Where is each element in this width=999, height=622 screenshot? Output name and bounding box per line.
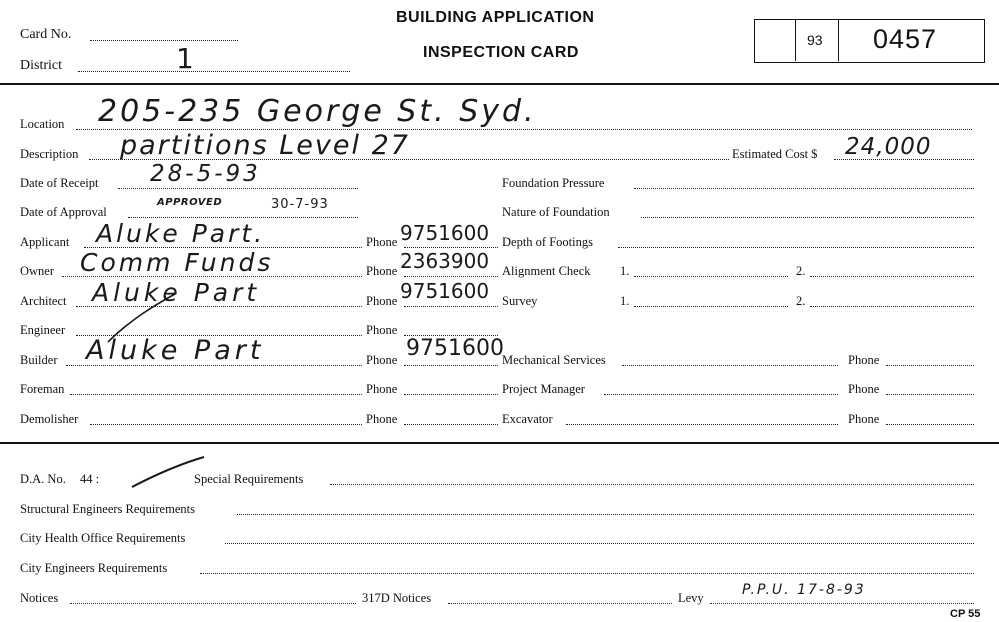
builder-phone-value: 9751600: [406, 336, 504, 361]
date-of-receipt-label: Date of Receipt: [20, 176, 99, 190]
project-manager-field: [604, 394, 838, 395]
survey-opt2-label: 2.: [796, 294, 806, 308]
owner-value: Comm Funds: [80, 248, 274, 277]
levy-value: P.P.U. 17-8-93: [742, 582, 866, 598]
district-field: [78, 71, 350, 72]
number-box-divider-a: [795, 20, 796, 61]
form-title-line1: BUILDING APPLICATION: [396, 9, 595, 26]
excavator-phone-label: Phone: [848, 412, 880, 426]
excavator-field: [566, 424, 838, 425]
location-value: 205-235 George St. Syd.: [98, 94, 537, 129]
date-of-receipt-value: 28-5-93: [150, 161, 261, 187]
alignment-check-field-2: [810, 276, 974, 277]
date-of-receipt-field: [118, 188, 358, 189]
survey-field-1: [634, 306, 788, 307]
alignment-check-opt2-label: 2.: [796, 264, 806, 278]
applicant-label: Applicant: [20, 235, 70, 249]
location-label: Location: [20, 117, 65, 131]
depth-of-footings-label: Depth of Footings: [502, 235, 593, 249]
mechanical-phone-label: Phone: [848, 353, 880, 367]
header-rule: [0, 83, 999, 85]
approval-stamp: APPROVED: [157, 197, 223, 208]
city-engineers-field: [200, 573, 974, 574]
card-no-label: Card No.: [20, 27, 72, 42]
notices-label: Notices: [20, 591, 59, 605]
card-year: 93: [807, 32, 823, 48]
engineer-label: Engineer: [20, 323, 66, 337]
excavator-label: Excavator: [502, 412, 553, 426]
form-code: CP 55: [950, 608, 981, 620]
da-no-value: 44 :: [80, 472, 100, 486]
applicant-phone-value: 9751600: [400, 221, 490, 245]
description-value: partitions Level 27: [120, 130, 410, 161]
section-rule: [0, 442, 999, 444]
card-no-field: [90, 40, 238, 41]
architect-phone-value: 9751600: [400, 279, 490, 303]
estimated-cost-value: 24,000: [845, 134, 932, 160]
special-requirements-field: [330, 484, 974, 485]
applicant-phone-field: [404, 247, 498, 248]
builder-label: Builder: [20, 353, 58, 367]
architect-label: Architect: [20, 294, 67, 308]
survey-label: Survey: [502, 294, 538, 308]
city-health-field: [225, 543, 974, 544]
alignment-check-label: Alignment Check: [502, 264, 591, 278]
demolisher-phone-field: [404, 424, 498, 425]
levy-label: Levy: [678, 591, 704, 605]
builder-value: Aluke Part: [86, 335, 265, 366]
architect-phone-label: Phone: [366, 294, 398, 308]
date-of-approval-label: Date of Approval: [20, 205, 107, 219]
project-manager-label: Project Manager: [502, 382, 585, 396]
structural-engineers-field: [237, 514, 974, 515]
project-manager-phone-label: Phone: [848, 382, 880, 396]
builder-phone-label: Phone: [366, 353, 398, 367]
builder-phone-field: [404, 365, 498, 366]
city-health-label: City Health Office Requirements: [20, 531, 186, 545]
foundation-pressure-field: [634, 188, 974, 189]
engineer-phone-label: Phone: [366, 323, 398, 337]
card-number: 0457: [873, 24, 938, 54]
special-requirements-label: Special Requirements: [194, 472, 304, 486]
owner-label: Owner: [20, 264, 55, 278]
notices-317d-label: 317D Notices: [362, 591, 432, 605]
applicant-value: Aluke Part.: [96, 219, 266, 248]
demolisher-label: Demolisher: [20, 412, 79, 426]
mechanical-services-label: Mechanical Services: [502, 353, 606, 367]
da-no-label: D.A. No.: [20, 472, 66, 486]
mechanical-services-field: [622, 365, 838, 366]
card-number-box: [754, 19, 985, 63]
architect-value: Aluke Part: [92, 278, 261, 307]
date-of-approval-field: [128, 217, 358, 218]
alignment-check-field-1: [634, 276, 788, 277]
city-engineers-label: City Engineers Requirements: [20, 561, 168, 575]
notices-field: [70, 603, 356, 604]
owner-phone-field: [404, 276, 498, 277]
foreman-field: [70, 394, 362, 395]
architect-phone-field: [404, 306, 498, 307]
alignment-check-opt1-label: 1.: [620, 264, 630, 278]
notices-317d-field: [448, 603, 672, 604]
description-label: Description: [20, 147, 79, 161]
estimated-cost-label: Estimated Cost $: [732, 147, 818, 161]
date-of-approval-value: 30-7-93: [271, 197, 329, 212]
foundation-pressure-label: Foundation Pressure: [502, 176, 605, 190]
district-value: 1: [176, 42, 194, 75]
foreman-phone-field: [404, 394, 498, 395]
demolisher-phone-label: Phone: [366, 412, 398, 426]
owner-phone-label: Phone: [366, 264, 398, 278]
applicant-phone-label: Phone: [366, 235, 398, 249]
survey-field-2: [810, 306, 974, 307]
owner-phone-value: 2363900: [400, 249, 490, 273]
demolisher-field: [90, 424, 362, 425]
foreman-label: Foreman: [20, 382, 65, 396]
mechanical-phone-field: [886, 365, 974, 366]
project-manager-phone-field: [886, 394, 974, 395]
depth-of-footings-field: [618, 247, 974, 248]
excavator-phone-field: [886, 424, 974, 425]
survey-opt1-label: 1.: [620, 294, 630, 308]
foreman-phone-label: Phone: [366, 382, 398, 396]
levy-field: [710, 603, 974, 604]
number-box-divider-b: [838, 20, 839, 61]
nature-of-foundation-label: Nature of Foundation: [502, 205, 610, 219]
structural-engineers-label: Structural Engineers Requirements: [20, 502, 195, 516]
form-title-line2: INSPECTION CARD: [423, 44, 579, 61]
nature-of-foundation-field: [641, 217, 974, 218]
district-label: District: [20, 58, 62, 73]
